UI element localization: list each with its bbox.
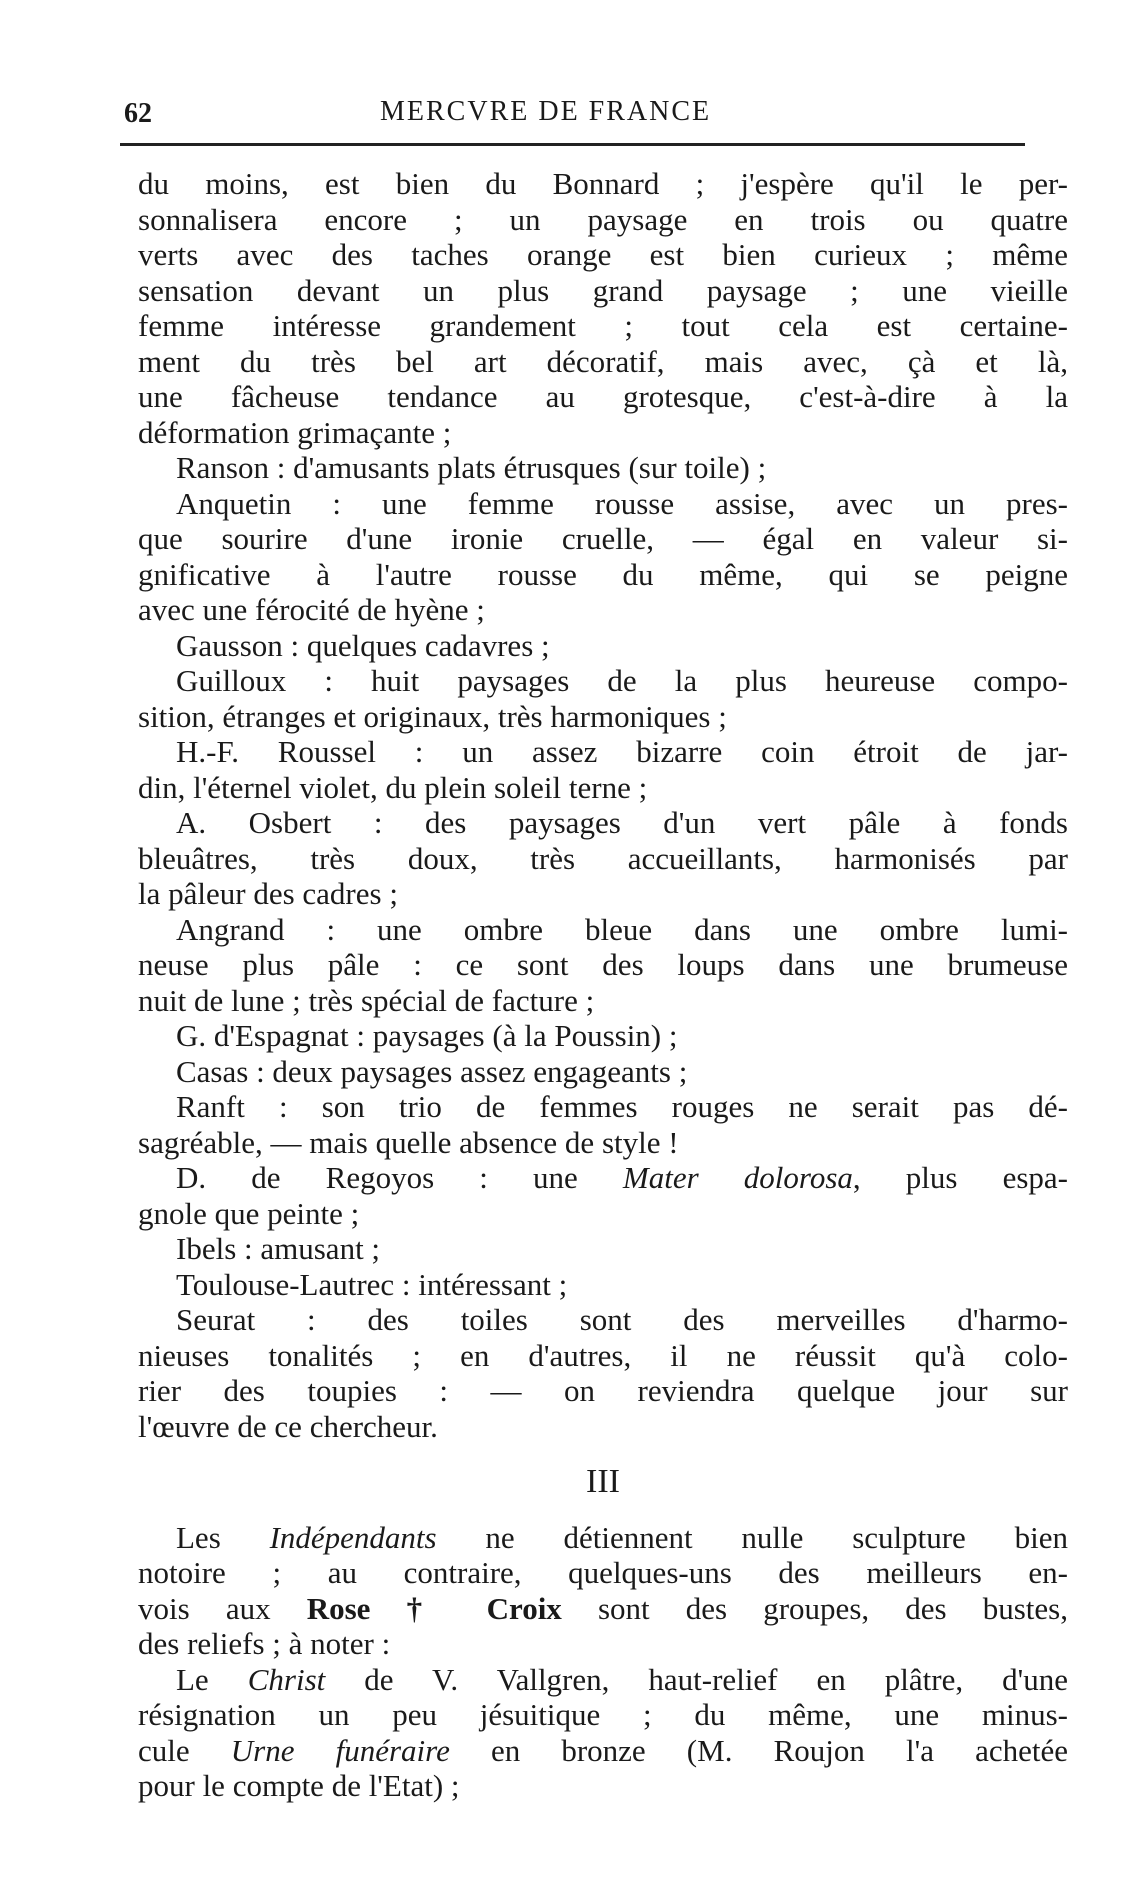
- page-number: 62: [124, 98, 152, 129]
- text-line: H.-F. Roussel : un assez bizarre coin étroit de jar-: [176, 734, 1068, 769]
- text-run: Le: [176, 1661, 248, 1697]
- text-line: Ranft : son trio de femmes rouges ne serait pas dé-: [176, 1089, 1068, 1124]
- text-line: Anquetin : une femme rousse assise, avec un pres-: [176, 485, 1068, 521]
- text-line: bleuâtres, très doux, très accueillants, harmonisés par: [138, 840, 1068, 876]
- text-line: rier des toupies : — on reviendra quelque jour sur: [138, 1373, 1068, 1408]
- text-line: Gausson : quelques cadavres ;: [176, 627, 550, 663]
- text-line: des reliefs ; à noter :: [138, 1626, 391, 1661]
- text-line: que sourire d'une ironie cruelle, — égal en valeur si-: [138, 521, 1068, 556]
- text-line: Angrand : une ombre bleue dans une ombre lumi-: [176, 911, 1068, 947]
- text-line: [138, 1662, 1068, 1698]
- page-header: [120, 92, 1020, 132]
- text-line: din, l'éternel violet, du plein soleil terne ;: [138, 769, 648, 805]
- text-line: nieuses tonalités ; en d'autres, il ne réussit qu'à colo-: [138, 1337, 1068, 1373]
- text-line: sonnalisera encore ; un paysage en trois ou quatre: [138, 201, 1068, 237]
- text-line: [138, 1591, 1068, 1627]
- text-line: notoire ; au contraire, quelques-uns des meilleurs en-: [138, 1555, 1068, 1590]
- text-line: gnificative à l'autre rousse du même, qui se peigne: [138, 556, 1068, 592]
- text-run: , plus espa-: [852, 1160, 1068, 1195]
- bold-title: Rose † Croix: [306, 1590, 562, 1626]
- text-line: Guilloux : huit paysages de la plus heureuse compo-: [176, 663, 1068, 698]
- text-run: vois aux: [138, 1590, 307, 1626]
- text-body: [138, 166, 1068, 1804]
- text-line: nuit de lune ; très spécial de facture ;: [138, 982, 595, 1018]
- text-run: D. de Regoyos : une: [176, 1160, 623, 1195]
- text-line: gnole que peinte ;: [138, 1195, 360, 1231]
- text-line: verts avec des taches orange est bien curieux ; même: [138, 237, 1068, 272]
- text-line: la pâleur des cadres ;: [138, 876, 398, 911]
- text-line: neuse plus pâle : ce sont des loups dans une brumeuse: [138, 947, 1068, 982]
- text-line: sition, étranges et originaux, très harmoniques ;: [138, 698, 727, 734]
- text-line: [138, 1520, 1068, 1556]
- text-line: G. d'Espagnat : paysages (à la Poussin) ;: [176, 1018, 678, 1053]
- text-run: Les: [176, 1519, 270, 1555]
- text-line: pour le compte de l'Etat) ;: [138, 1768, 460, 1803]
- italic-title: Urne funéraire: [230, 1732, 450, 1768]
- text-line: Casas : deux paysages assez engageants ;: [176, 1053, 688, 1089]
- text-line: [138, 1160, 1068, 1196]
- text-line: [138, 1733, 1068, 1769]
- text-run: de V. Vallgren, haut-relief en plâtre, d'une: [325, 1661, 1068, 1697]
- text-line: sensation devant un plus grand paysage ; une vieille: [138, 272, 1068, 308]
- text-run: en bronze (M. Roujon l'a achetée: [449, 1732, 1068, 1768]
- text-run: cule: [138, 1732, 231, 1768]
- text-run: sont des groupes, des bustes,: [561, 1590, 1068, 1626]
- text-line: avec une férocité de hyène ;: [138, 592, 485, 627]
- text-run: ne détiennent nulle sculpture bien: [436, 1519, 1068, 1555]
- running-title: MERCVRE DE FRANCE: [380, 96, 712, 127]
- text-line: Ranson : d'amusants plats étrusques (sur toile) ;: [176, 450, 767, 485]
- text-line: résignation un peu jésuitique ; du même, une minus-: [138, 1697, 1068, 1732]
- text-line: du moins, est bien du Bonnard ; j'espère qu'il le per-: [138, 166, 1068, 201]
- text-line: Seurat : des toiles sont des merveilles d'harmo-: [176, 1302, 1068, 1337]
- italic-title: Indépendants: [269, 1519, 437, 1555]
- italic-title: Mater dolorosa: [622, 1160, 853, 1195]
- italic-title: Christ: [247, 1661, 326, 1697]
- text-line: sagréable, — mais quelle absence de style !: [138, 1124, 679, 1160]
- text-line: une fâcheuse tendance au grotesque, c'est-à-dire à la: [138, 379, 1068, 414]
- header-rule: [120, 143, 1025, 146]
- text-line: ment du très bel art décoratif, mais avec, çà et là,: [138, 343, 1068, 379]
- text-line: Ibels : amusant ;: [176, 1231, 381, 1266]
- text-line: A. Osbert : des paysages d'un vert pâle à fonds: [176, 805, 1068, 840]
- text-line: femme intéresse grandement ; tout cela est certaine-: [138, 308, 1068, 343]
- text-line: déformation grimaçante ;: [138, 414, 452, 450]
- text-line: Toulouse-Lautrec : intéressant ;: [176, 1266, 568, 1302]
- section-heading: III: [586, 1464, 620, 1500]
- text-line: l'œuvre de ce chercheur.: [138, 1408, 438, 1444]
